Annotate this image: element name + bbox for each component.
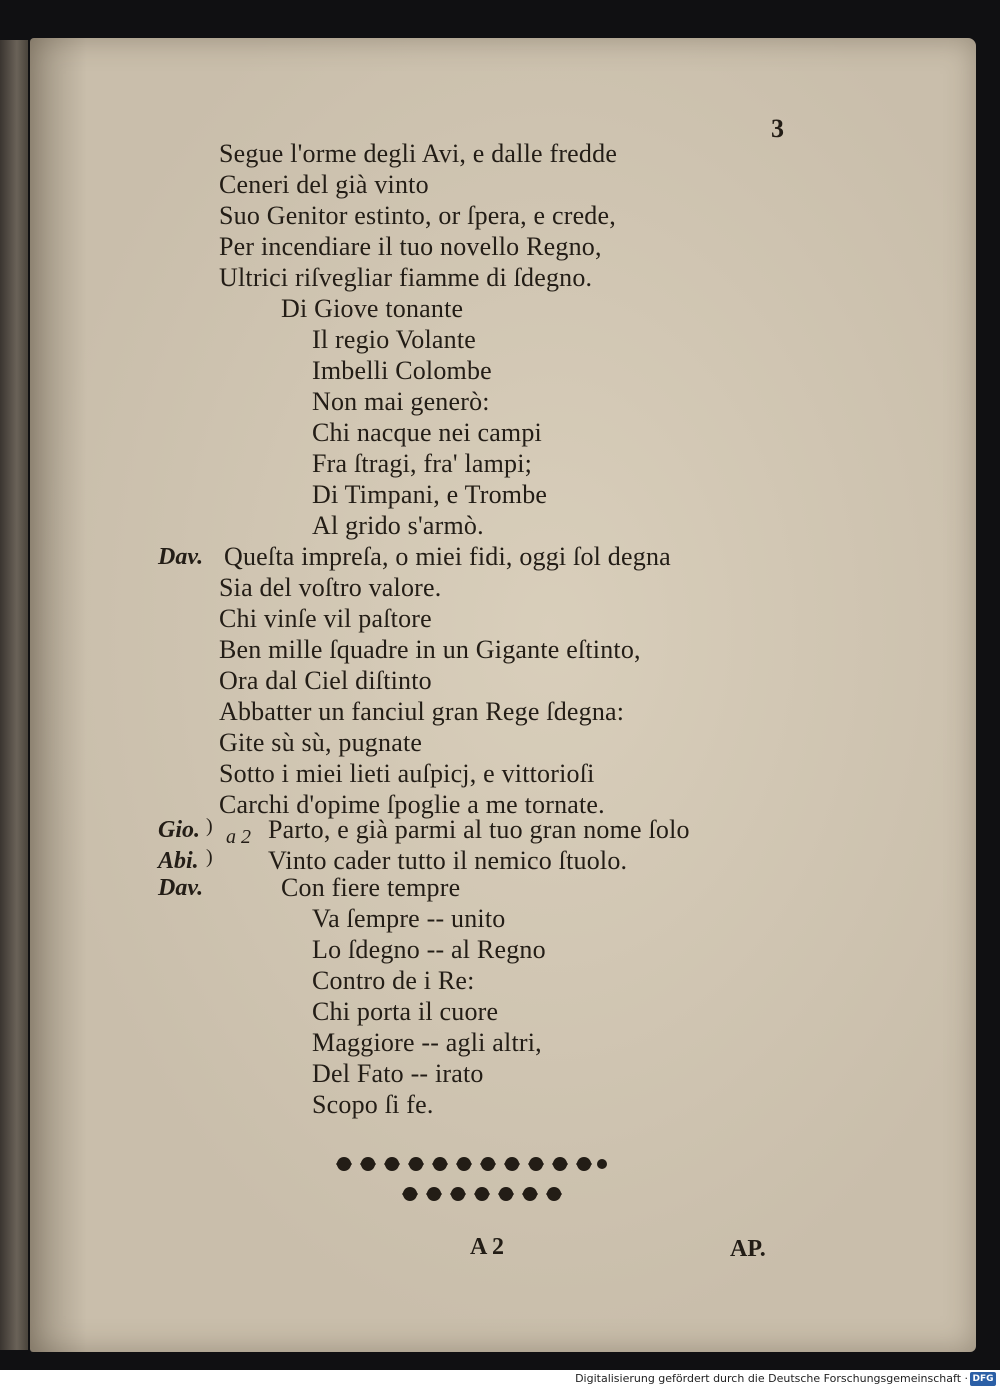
dfg-logo: DFG bbox=[970, 1372, 996, 1386]
speaker-brace: ) bbox=[206, 846, 213, 868]
verse-line: Chi porta il cuore bbox=[312, 997, 499, 1026]
verse-line: Scopo ſi fe. bbox=[312, 1090, 434, 1119]
verse-line: Chi vinſe vil paſtore bbox=[219, 604, 432, 633]
verse-line: Ceneri del già vinto bbox=[219, 170, 429, 199]
printers-ornament bbox=[332, 1150, 612, 1212]
verse-line: Per incendiare il tuo novello Regno, bbox=[219, 232, 602, 261]
verse-line: Ben mille ſquadre in un Gigante eſtinto, bbox=[219, 635, 641, 664]
verse-line: Del Fato -- irato bbox=[312, 1059, 484, 1088]
verse-line: Abbatter un fanciul gran Rege ſdegna: bbox=[219, 697, 625, 726]
footer-credit: Digitalisierung gefördert durch die Deutsche Forschungsgemeinschaft · bbox=[575, 1372, 968, 1385]
speaker-label: Dav. bbox=[158, 544, 204, 570]
duet-marker: a 2 bbox=[226, 826, 251, 848]
verse-line: Imbelli Colombe bbox=[312, 356, 492, 385]
page-number: 3 bbox=[771, 114, 784, 143]
verse-line: Gite sù sù, pugnate bbox=[219, 728, 423, 757]
verse-line: Chi nacque nei campi bbox=[312, 418, 542, 447]
verse-line: Vinto cader tutto il nemico ſtuolo. bbox=[268, 846, 628, 875]
verse-line: Sia del voſtro valore. bbox=[219, 573, 442, 602]
speaker-label: Gio. bbox=[158, 817, 200, 843]
verse-line: Non mai generò: bbox=[312, 387, 490, 416]
verse-line: Carchi d'opime ſpoglie a me tornate. bbox=[219, 790, 605, 819]
verse-line: Queſta impreſa, o miei fidi, oggi ſol degna bbox=[224, 542, 671, 571]
verse-line: Al grido s'armò. bbox=[312, 511, 484, 540]
verse-line: Di Timpani, e Trombe bbox=[312, 480, 548, 509]
verse-line: Contro de i Re: bbox=[312, 966, 475, 995]
verse-line: Ora dal Ciel diſtinto bbox=[219, 666, 432, 695]
verse-line: Fra ſtragi, fra' lampi; bbox=[312, 449, 533, 478]
speaker-label: Abi. bbox=[158, 848, 199, 874]
book-spine bbox=[0, 40, 28, 1350]
verse-line: Lo ſdegno -- al Regno bbox=[312, 935, 546, 964]
speaker-brace: ) bbox=[206, 815, 213, 837]
verse-line: Parto, e già parmi al tuo gran nome ſolo bbox=[268, 815, 690, 844]
verse-line: Sotto i miei lieti auſpicj, e vittorioſi bbox=[219, 759, 595, 788]
verse-line: Il regio Volante bbox=[312, 325, 476, 354]
verse-line: Maggiore -- agli altri, bbox=[312, 1028, 542, 1057]
verse-line: Ultrici riſvegliar fiamme di ſdegno. bbox=[219, 263, 593, 292]
verse-line: Va ſempre -- unito bbox=[312, 904, 506, 933]
speaker-label: Dav. bbox=[158, 875, 204, 901]
signature-mark: A 2 bbox=[470, 1234, 505, 1260]
catchword: AP. bbox=[730, 1236, 766, 1262]
verse-line: Segue l'orme degli Avi, e dalle fredde bbox=[219, 139, 618, 168]
digitization-footer bbox=[0, 1370, 1000, 1388]
verse-line: Suo Genitor estinto, or ſpera, e crede, bbox=[219, 201, 616, 230]
verse-line: Di Giove tonante bbox=[281, 294, 464, 323]
verse-line: Con fiere tempre bbox=[281, 873, 461, 902]
